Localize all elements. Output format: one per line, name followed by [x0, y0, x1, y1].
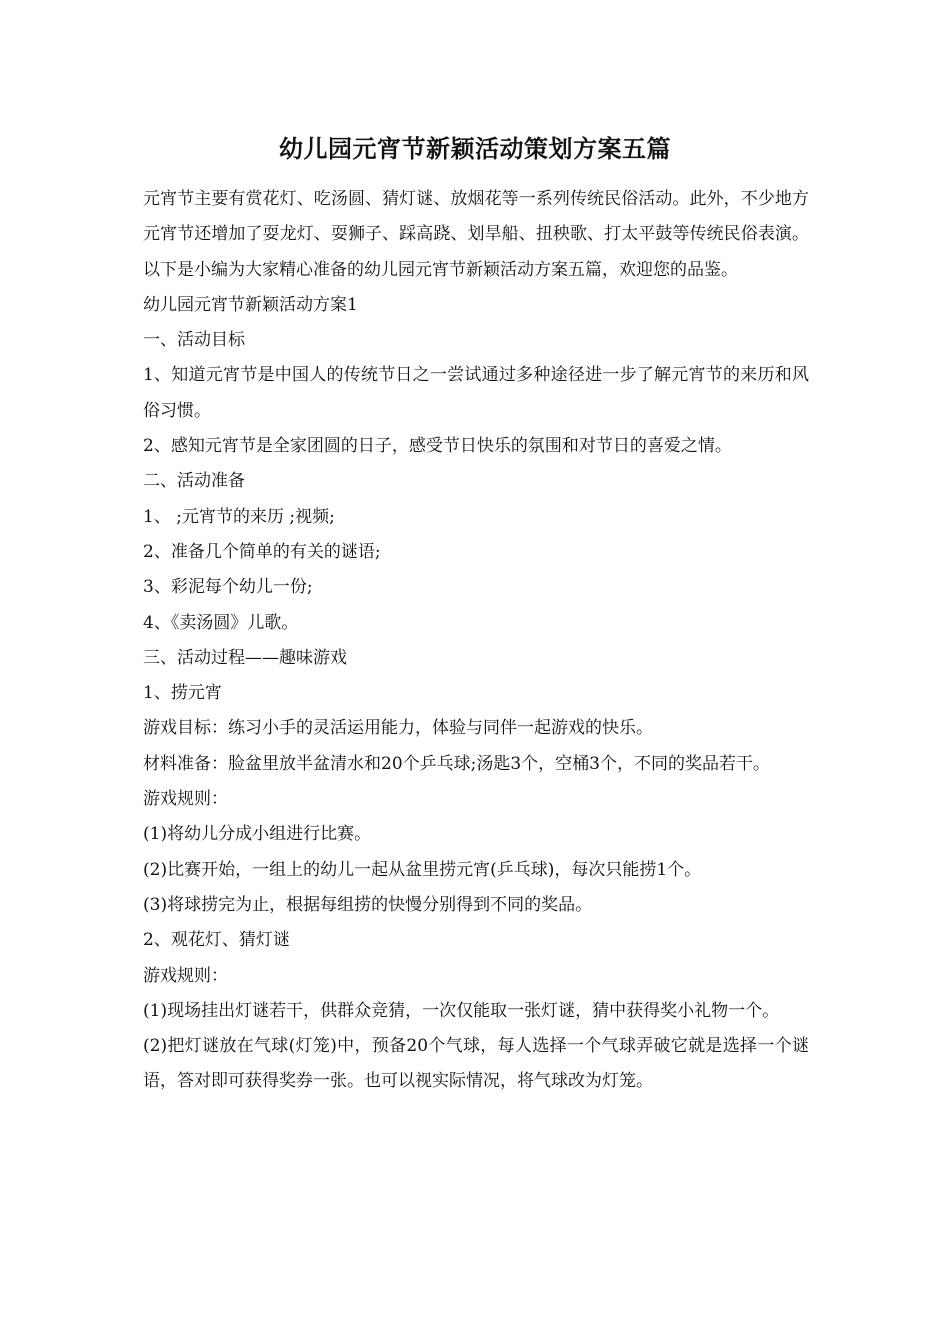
game-1-goal: 游戏目标：练习小手的灵活运用能力，体验与同伴一起游戏的快乐。	[143, 718, 653, 739]
prep-item-2: 2、准备几个简单的有关的谜语;	[143, 541, 381, 562]
document-body	[143, 182, 809, 1100]
prep-item-4: 4、《卖汤圆》儿歌。	[143, 612, 299, 633]
document-title: 幼儿园元宵节新颖活动策划方案五篇	[279, 134, 671, 163]
game-2-rule-1: (1)现场挂出灯谜若干，供群众竞猜，一次仅能取一张灯谜，猜中获得奖小礼物一个。	[143, 1000, 780, 1021]
game-2-rule-2: (2)把灯谜放在气球(灯笼)中，预备20个气球，每人选择一个气球弄破它就是选择一个谜语，答对即可获得奖券一张。也可以视实际情况，将气球改为灯笼。	[143, 1036, 809, 1092]
game-1-rule-3: (3)将球捞完为止，根据每组捞的快慢分别得到不同的奖品。	[143, 894, 593, 915]
heading-activity-process: 三、活动过程——趣味游戏	[143, 647, 347, 668]
heading-activity-preparation: 二、活动准备	[143, 471, 245, 492]
game-2-rules-label: 游戏规则：	[143, 965, 228, 986]
prep-item-3: 3、彩泥每个幼儿一份;	[143, 577, 313, 598]
goal-item-1: 1、知道元宵节是中国人的传统节日之一尝试通过多种途径进一步了解元宵节的来历和风俗习惯。	[143, 365, 809, 421]
game-2-heading: 2、观花灯、猜灯谜	[143, 930, 290, 951]
game-1-rule-1: (1)将幼儿分成小组进行比赛。	[143, 824, 372, 845]
goal-item-2: 2、感知元宵节是全家团圆的日子，感受节日快乐的氛围和对节日的喜爱之情。	[143, 436, 732, 457]
section-heading-plan-1: 幼儿园元宵节新颖活动方案1	[143, 294, 358, 315]
prep-item-1: 1、 ;元宵节的来历 ;视频;	[143, 506, 335, 527]
game-1-rule-2: (2)比赛开始，一组上的幼儿一起从盆里捞元宵(乒乓球)，每次只能捞1个。	[143, 859, 702, 880]
heading-activity-goals: 一、活动目标	[143, 330, 245, 351]
game-1-heading: 1、捞元宵	[143, 683, 222, 704]
game-1-materials: 材料准备：脸盆里放半盆清水和20个乒乓球;汤匙3个，空桶3个，不同的奖品若干。	[143, 753, 770, 774]
intro-paragraph: 元宵节主要有赏花灯、吃汤圆、猜灯谜、放烟花等一系列传统民俗活动。此外，不少地方元宵节还增加了耍龙灯、耍狮子、踩高跷、划旱船、扭秧歌、打太平鼓等传统民俗表演。以下是小编为大家精心准备的幼儿园元宵节新颖活动方案五篇，欢迎您的品鉴。	[143, 189, 809, 280]
game-1-rules-label: 游戏规则：	[143, 789, 228, 810]
